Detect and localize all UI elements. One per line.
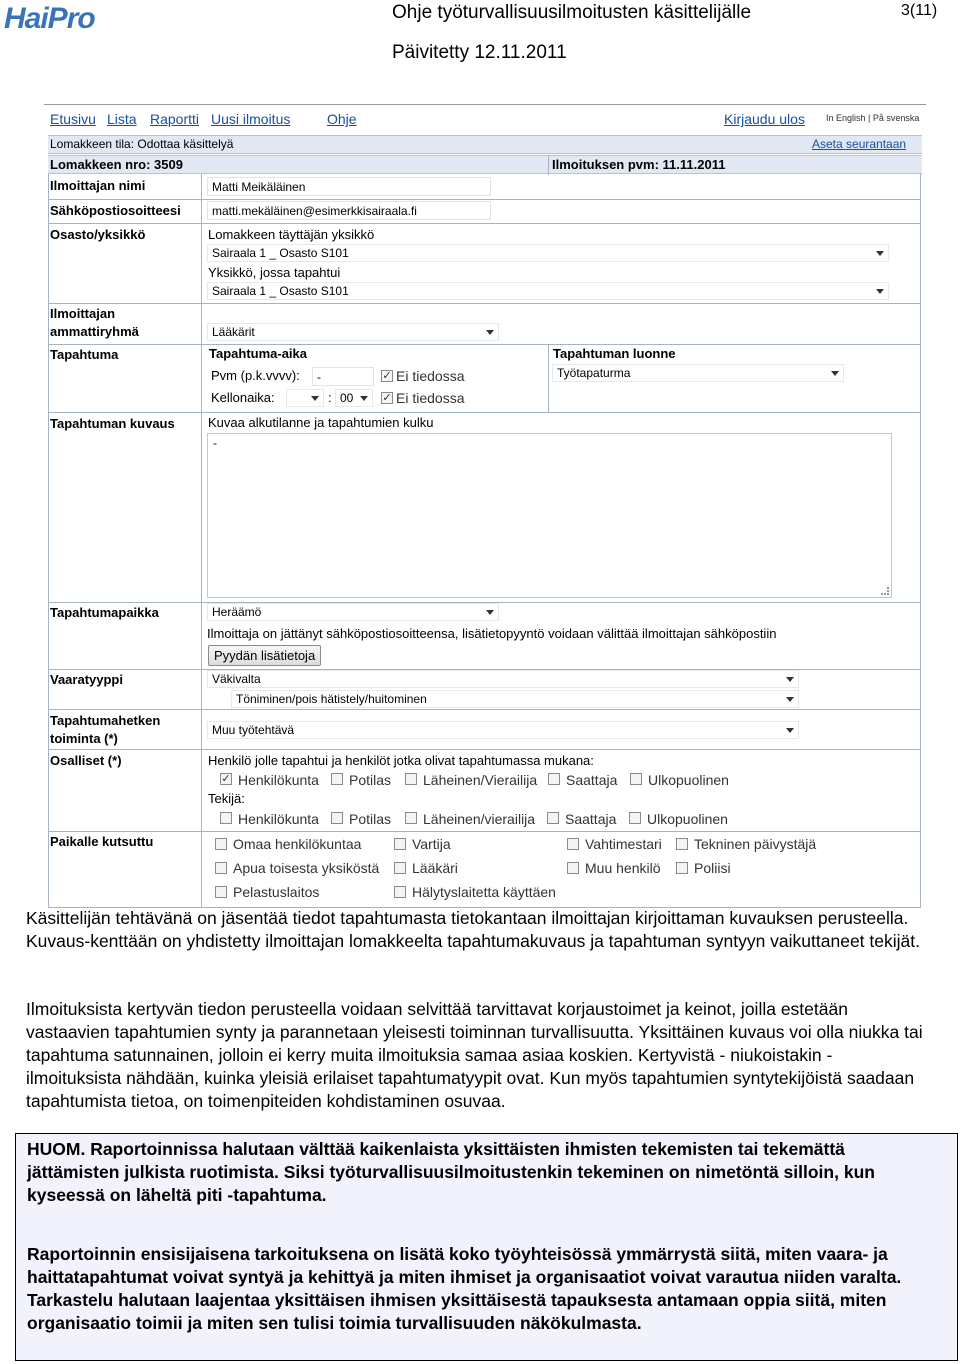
event-divider — [548, 344, 549, 412]
activity-label: Tapahtumahetken toiminta (*) — [50, 713, 161, 746]
hazard-type-select[interactable]: Väkivalta — [207, 670, 799, 688]
report-date: Ilmoituksen pvm: 11.11.2011 — [552, 157, 726, 172]
page-number: 3(11) — [901, 2, 938, 19]
party-saattaja-checkbox[interactable] — [548, 773, 560, 785]
called-tekninen-paivystaja-checkbox[interactable] — [676, 838, 688, 850]
filler-unit-select[interactable]: Sairaala 1 _ Osasto S101 — [207, 244, 889, 262]
party-option-label: Henkilökunta — [238, 772, 319, 788]
called-option-label: Vahtimestari — [585, 836, 662, 852]
swedish-link[interactable]: På svenska — [872, 113, 920, 123]
unit-label: Osasto/yksikkö — [50, 227, 146, 242]
called-label: Paikalle kutsuttu — [50, 834, 154, 849]
time-unknown-label: Ei tiedossa — [396, 390, 465, 406]
chevron-down-icon — [786, 677, 794, 682]
label-column — [48, 174, 202, 907]
hazard-type-label: Vaaratyyppi — [50, 672, 123, 687]
party-option-label: Potilas — [349, 772, 392, 788]
perpetrator-option-label: Henkilökunta — [238, 811, 319, 827]
info-request-note: Ilmoittaja on jättänyt sähköpostiosoitteensa, lisätietopyyntö voidaan välittää ilmoittajan sähköpostiin — [207, 626, 777, 641]
called-vartija-checkbox[interactable] — [394, 838, 406, 850]
description-label: Tapahtuman kuvaus — [50, 416, 175, 431]
request-info-button[interactable]: Pyydän lisätietoja — [208, 645, 321, 666]
nav-lista-link[interactable]: Lista — [107, 111, 137, 127]
hour-select[interactable] — [286, 389, 324, 407]
event-unit-caption: Yksikkö, jossa tapahtui — [208, 265, 341, 280]
clock-caption: Kellonaika: — [211, 390, 275, 405]
called-halytyslaite-checkbox[interactable] — [394, 886, 406, 898]
chevron-down-icon — [831, 371, 839, 376]
form-status: Lomakkeen tila: Odottaa käsittelyä — [50, 137, 234, 151]
perpetrator-ulkopuolinen-checkbox[interactable] — [629, 812, 641, 824]
location-select[interactable]: Heräämö — [207, 603, 499, 621]
haipro-logo: HaiPro — [4, 2, 95, 35]
called-muu-henkilo-checkbox[interactable] — [567, 862, 579, 874]
body-paragraph-2: Ilmoituksista kertyvän tiedon perusteella voidaan selvittää tarvittavat korjaustoimet ja keinot, joilla estetään vastaavien tapahtumien synty ja parannetaan yleisesti toiminnan turvallisuutta. Yksittäinen kuvaus voi olla niukka tai tapahtuma satunnainen, jolloin ei kerry muita ilmoituksia samaa asiaa koskien. Kertyvistä - niukoistakin - ilmoituksista nähdään, kuinka yleisiä erilaiset tapahtumatyypit ovat. Kun myös tapahtumien syntytekijöistä saadaan tapahtumista tietoa, on toimenpiteiden kohdistaminen osuvaa. — [26, 999, 923, 1111]
note-box — [15, 1133, 958, 1361]
document-title: Ohje työturvallisuusilmoitusten käsittelijälle — [392, 2, 752, 23]
form-right-border — [920, 174, 921, 907]
row-divider — [48, 303, 921, 304]
nav-ohje-link[interactable]: Ohje — [327, 111, 357, 127]
nature-caption: Tapahtuman luonne — [553, 346, 676, 361]
called-option-label: Muu henkilö — [585, 860, 661, 876]
nav-raportti-link[interactable]: Raportti — [150, 111, 200, 127]
email-field[interactable]: matti.mekäläinen@esimerkkisairaala.fi — [207, 201, 491, 220]
description-caption: Kuvaa alkutilanne ja tapahtumien kulku — [208, 415, 434, 430]
date-unknown-label: Ei tiedossa — [396, 368, 465, 384]
resize-grip-icon[interactable] — [881, 587, 889, 595]
called-vahtimestari-checkbox[interactable] — [567, 838, 579, 850]
occupation-select[interactable]: Lääkärit — [207, 323, 499, 341]
perpetrator-option-label: Läheinen/vierailija — [423, 811, 536, 827]
event-label: Tapahtuma — [50, 347, 119, 362]
called-option-label: Lääkäri — [412, 860, 458, 876]
called-option-label: Hälytyslaitetta käyttäen — [412, 884, 556, 900]
called-option-label: Pelastuslaitos — [233, 884, 320, 900]
note-paragraph-2: Raportoinnin ensisijaisena tarkoituksena on lisätä koko työyhteisössä ymmärrystä siitä, miten vaara- ja haittatapahtumat voivat syntyä ja kehittyä ja miten ihmiset ja organisaatiot voivat varautua niiden varalta. Tarkastelu halutaan laajentaa yksittäisen ihmisen yksittäisestä tapauksesta antamaan oppia siitä, miten organisaatio toimii ja miten sen tulisi toimia turvallisuuden näkökulmasta. — [27, 1244, 902, 1333]
time-unknown-checkbox[interactable]: ✓ — [382, 392, 392, 404]
set-tracking-link[interactable]: Aseta seurantaan — [812, 137, 907, 151]
perpetrator-caption: Tekijä: — [208, 791, 245, 806]
note-paragraph-1: HUOM. Raportoinnissa halutaan välttää kaikenlaista yksittäisten ihmisten tekemisten tai tekemättä jättämisten julkista ruotimista. Siksi työturvallisuusilmoitustenkin tekeminen on nimetöntä silloin, kun kyseessä on läheltä piti -tapahtuma. — [27, 1139, 875, 1205]
called-option-label: Vartija — [412, 836, 451, 852]
party-henkilokunta-checkbox[interactable]: ✓ — [221, 773, 231, 785]
event-time-caption: Tapahtuma-aika — [209, 346, 308, 361]
chevron-down-icon — [360, 396, 368, 401]
body-paragraph-1: Käsittelijän tehtävänä on jäsentää tiedot tapahtumasta tietokantaan ilmoittajan kirjoittaman kuvauksen perusteella. Kuvaus-kenttään on yhdistetty ilmoittajan lomakkeelta tapahtumakuvaus ja tapahtuman syntyyn vaikuttaneet tekijät. — [26, 908, 920, 951]
chevron-down-icon — [486, 610, 494, 615]
called-option-label: Apua toisesta yksiköstä — [233, 860, 380, 876]
row-divider — [48, 412, 921, 413]
language-separator: | — [868, 113, 871, 123]
party-option-label: Saattaja — [566, 772, 618, 788]
called-oma-henkilokunta-checkbox[interactable] — [215, 838, 227, 850]
perpetrator-henkilokunta-checkbox[interactable] — [220, 812, 232, 824]
chevron-down-icon — [876, 289, 884, 294]
row-divider — [48, 749, 921, 750]
english-link[interactable]: In English — [826, 113, 866, 123]
perpetrator-potilas-checkbox[interactable] — [331, 812, 343, 824]
filler-unit-caption: Lomakkeen täyttäjän yksikkö — [208, 227, 375, 242]
occupation-label: Ilmoittajan ammattiryhmä — [50, 306, 139, 339]
parties-label: Osalliset (*) — [50, 753, 122, 768]
called-laakari-checkbox[interactable] — [394, 862, 406, 874]
form-number-bar — [48, 155, 922, 174]
document-updated-date: Päivitetty 12.11.2011 — [392, 42, 567, 63]
nature-select[interactable]: Työtapaturma — [552, 364, 844, 382]
hazard-subtype-select[interactable]: Töniminen/pois hätistely/huitominen — [231, 690, 799, 708]
perpetrator-option-label: Ulkopuolinen — [647, 811, 728, 827]
chevron-down-icon — [486, 330, 494, 335]
called-option-label: Omaa henkilökuntaa — [233, 836, 362, 852]
email-label: Sähköpostiosoitteesi — [50, 203, 181, 218]
called-poliisi-checkbox[interactable] — [676, 862, 688, 874]
row-divider — [48, 709, 921, 710]
clock-separator: : — [328, 390, 332, 405]
parties-caption: Henkilö jolle tapahtui ja henkilöt jotka olivat tapahtumassa mukana: — [208, 753, 594, 768]
date-unknown-checkbox[interactable]: ✓ — [382, 370, 392, 382]
called-option-label: Tekninen päivystäjä — [694, 836, 817, 852]
row-divider — [48, 199, 921, 200]
party-potilas-checkbox[interactable] — [331, 773, 343, 785]
description-textarea[interactable]: - — [207, 433, 892, 598]
reporter-name-field[interactable]: Matti Meikäläinen — [207, 177, 491, 196]
party-laheinen-checkbox[interactable] — [405, 773, 417, 785]
language-links — [826, 113, 919, 123]
row-divider — [48, 223, 921, 224]
perpetrator-option-label: Potilas — [349, 811, 392, 827]
called-option-label: Poliisi — [694, 860, 731, 876]
party-ulkopuolinen-checkbox[interactable] — [630, 773, 642, 785]
chevron-down-icon — [786, 728, 794, 733]
nav-etusivu-link[interactable]: Etusivu — [50, 111, 96, 127]
party-option-label: Läheinen/Vierailija — [423, 772, 538, 788]
minute-select[interactable]: 00 — [335, 389, 373, 407]
event-unit-select[interactable]: Sairaala 1 _ Osasto S101 — [207, 282, 889, 300]
nav-uusi-ilmoitus-link[interactable]: Uusi ilmoitus — [211, 111, 291, 127]
activity-select[interactable]: Muu työtehtävä — [207, 721, 799, 739]
number-bar-divider — [548, 155, 549, 175]
row-divider — [48, 344, 921, 345]
location-label: Tapahtumapaikka — [50, 605, 159, 620]
perpetrator-laheinen-checkbox[interactable] — [405, 812, 417, 824]
called-pelastuslaitos-checkbox[interactable] — [215, 886, 227, 898]
perpetrator-option-label: Saattaja — [565, 811, 617, 827]
party-option-label: Ulkopuolinen — [648, 772, 729, 788]
date-caption: Pvm (p.k.vvvv): — [211, 368, 300, 383]
form-number: Lomakkeen nro: 3509 — [50, 157, 183, 172]
chevron-down-icon — [311, 396, 319, 401]
row-divider — [48, 831, 921, 832]
reporter-name-label: Ilmoittajan nimi — [50, 178, 146, 193]
chevron-down-icon — [876, 251, 884, 256]
form-status-bar — [48, 135, 922, 154]
date-input[interactable]: - — [312, 367, 374, 386]
chevron-down-icon — [786, 697, 794, 702]
report-form — [44, 104, 926, 907]
logout-link[interactable]: Kirjaudu ulos — [724, 111, 805, 127]
perpetrator-saattaja-checkbox[interactable] — [547, 812, 559, 824]
called-apua-toisesta-checkbox[interactable] — [215, 862, 227, 874]
